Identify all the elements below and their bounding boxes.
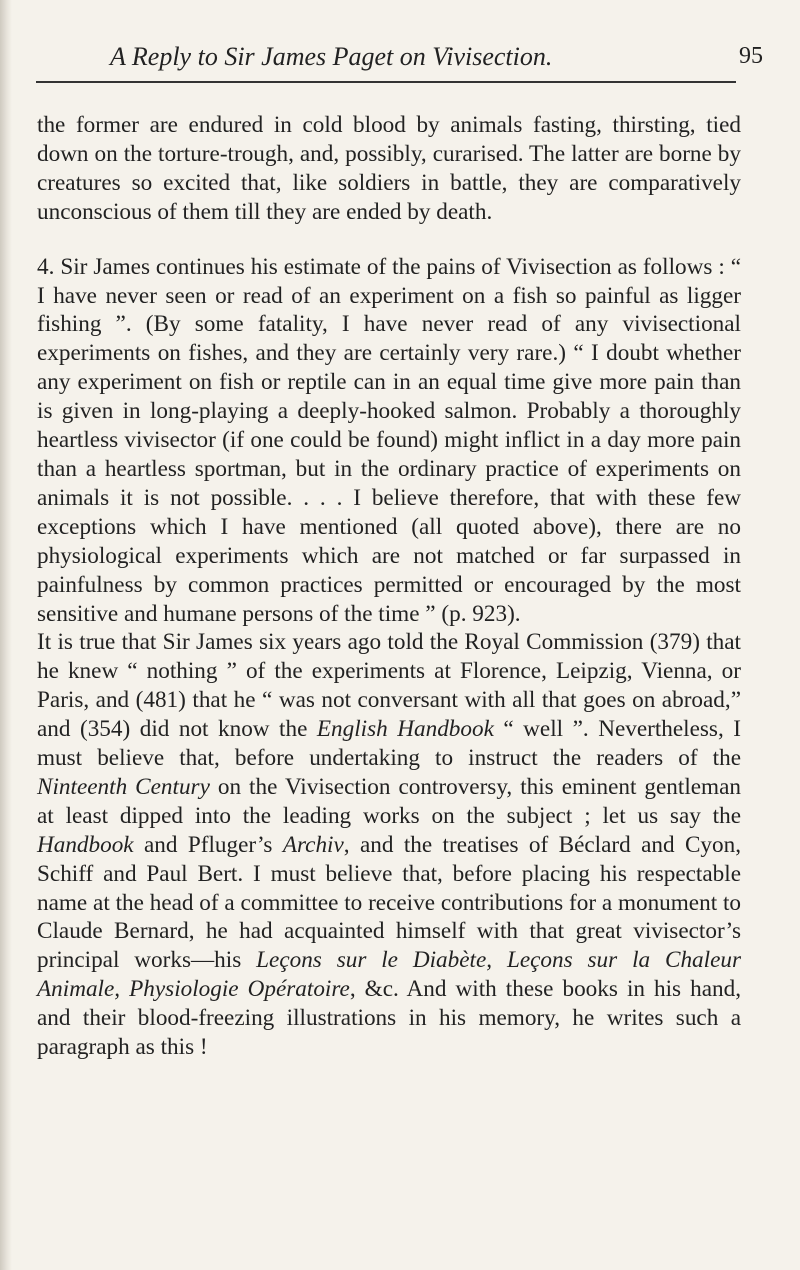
running-title: A Reply to Sir James Paget on Vivisection. [110,42,553,71]
paragraph-spacer [37,227,741,253]
paragraph-3-text-c: on the Vivisection controversy, this eminent gentleman at least dipped into the leading works on the subject ; let us say the [37,773,741,829]
paragraph-3-text-d: and Pfluger’s [133,831,283,858]
titles-bernard-works: Leçons sur le Diabète, Leçons sur la Chaleur Animale, Physiologie Opératoire [37,947,741,1003]
paragraph-2: 4. Sir James continues his estimate of the pains of Vivisection as follows : “ I have never seen or read of an experiment on a fish so painful as ligger fishing ”. (By some fatality, I have never read of any vivisectional experiments on fishes, and they are certainly very rare.) “ I doubt whether any experiment on fish or reptile can in an equal time give more pain than is given in long-playing a deeply-hooked salmon. Probably a thoroughly heartless vivisector (if one could be found) might inflict in a day more pain than a heartless sportman, but in the ordinary practice of experiments on animals it is not possible. . . . I believe therefore, that with these few exceptions which I have mentioned (all quoted above), there are no physiological experiments which are not matched or far surpassed in painfulness by common practices permitted or encouraged by the most sensitive and humane persons of the time ” (p. 923). [37,253,741,627]
paragraph-3-text-b: “ well ”. Nevertheless, I must believe that, before undertaking to instruct the readers of the [37,716,741,772]
body-text [37,111,741,1062]
title-handbook: Handbook [37,831,134,858]
page-gutter-shadow [0,0,12,1270]
title-nineteenth-century: Ninteenth Century [37,773,210,800]
paragraph-3-text-f: , &c. And with these books in his hand, and their blood-freezing illustrations in his memory, he writes such a paragraph as this ! [37,976,741,1061]
paragraph-3-text-e: , and the treatises of Béclard and Cyon, Schiff and Paul Bert. I must believe that, before placing his respectable name at the head of a committee to receive contributions for a monument to Claude Bernard, he had acquainted himself with that great vivisector’s principal works—his [37,831,741,974]
paragraph-1: the former are endured in cold blood by animals fasting, thirsting, tied down on the torture-trough, and, possibly, curarised. The latter are borne by creatures so excited that, like soldiers in battle, they are comparatively unconscious of them till they are ended by death. [37,112,741,225]
title-archiv: Archiv [282,831,344,858]
header-rule [36,81,736,83]
paragraph-3-text-a: It is true that Sir James six years ago told the Royal Commission (379) that he knew “ nothing ” of the experiments at Florence, Leipzig, Vienna, or Paris, and (481) that he “ was not conversant with all that goes on abroad,” and (354) did not know the [37,629,741,743]
page-number: 95 [739,43,763,69]
paragraph-3 [37,628,741,1062]
title-english-handbook: English Handbook [316,716,494,743]
